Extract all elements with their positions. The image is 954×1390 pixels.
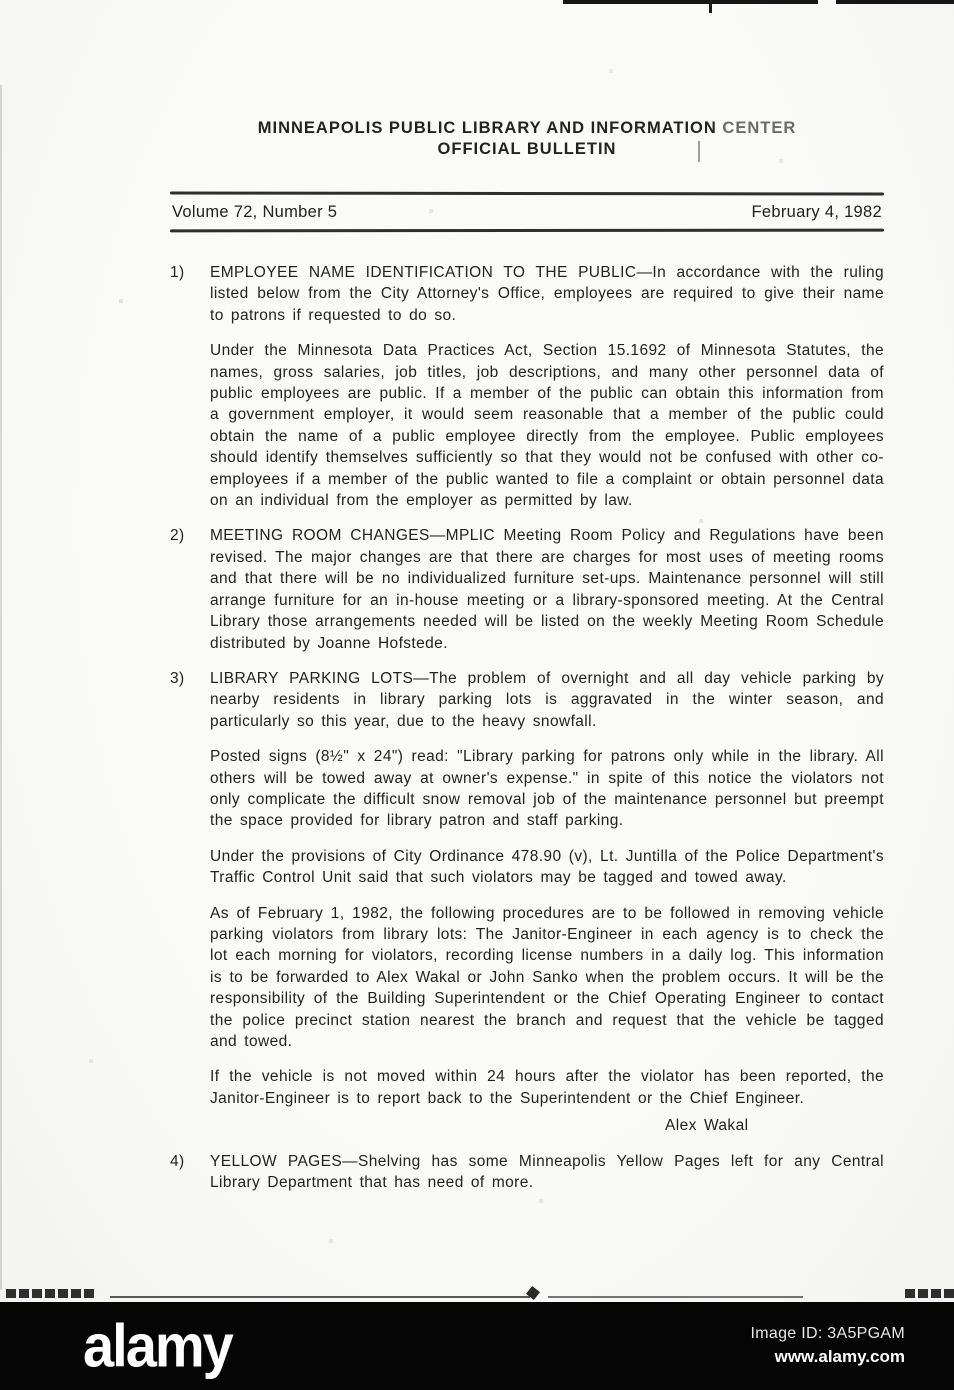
bulletin-title-text: MINNEAPOLIS PUBLIC LIBRARY AND INFORMATION [257,119,717,137]
section-yellow-pages [170,1151,884,1208]
section-meeting-room-changes [170,525,884,667]
section-employee-name-identification [170,262,884,525]
section-body [210,668,884,1151]
paragraph: YELLOW PAGES—Shelving has some Minneapolis Yellow Pages left for any Central Library Department that has need of more. [210,1152,884,1192]
sprocket-mark [944,1289,954,1298]
bulletin-title-faded-text: CENTER [722,119,797,137]
film-sprocket-strip [0,1286,954,1302]
sprocket-mark [905,1289,915,1298]
sprocket-mark [918,1289,928,1298]
scan-artifact-line [110,1296,530,1298]
paragraph: Under the provisions of City Ordinance 478.90 (v), Lt. Juntilla of the Police Department's Traffic Control Unit said that such violators may be tagged and towed away. [210,847,884,887]
sprocket-mark [71,1289,81,1298]
paragraph: If the vehicle is not moved within 24 hours after the violator has been reported, the Janitor-Engineer is to report back to the Superintendent or the Chief Engineer. [210,1068,884,1107]
paragraph: MEETING ROOM CHANGES—MPLIC Meeting Room Policy and Regulations have been revised. The major changes are that there are charges for most uses of meeting rooms and that there will be no individualized furniture set-ups. Maintenance personnel will still arrange furniture for an in-house meeting or a library-sponsored meeting. At the Central Library those arrangements needed will be listed on the weekly Meeting Room Schedule distributed by Joanne Hofstede. [210,527,884,652]
masthead-row [170,195,884,229]
signature: Alex Wakal [665,1117,749,1135]
sprocket-mark [84,1289,94,1298]
section-number: 2) [170,527,185,545]
volume-label: Volume 72, Number 5 [172,203,338,221]
paragraph: Posted signs (8½" x 24") read: "Library parking for patrons only while in the library. All others will be towed away at owner's expense." in spite of this notice the violators not only complicate the difficult snow removal job of the maintenance personnel but preempt the space provided for library patron and staff parking. [210,748,884,830]
section-body [210,525,884,667]
scan-artifact-left-edge [0,85,2,1290]
section-number: 1) [170,264,185,281]
section-body [210,1151,884,1208]
paragraph: LIBRARY PARKING LOTS—The problem of overnight and all day vehicle parking by nearby residents in library parking lots is aggravated in the winter season, and particularly so this year, due to the heavy snowfall. [210,669,884,730]
scan-noise-specks [0,0,2,2]
paragraph: EMPLOYEE NAME IDENTIFICATION TO THE PUBLIC—In accordance with the ruling listed below from the City Attorney's Office, employees are required to give their name to patrons if requested to do so. [210,264,884,324]
alamy-logo: alamy [83,1311,232,1380]
watermark-info [751,1325,906,1367]
section-library-parking-lots [170,668,884,1151]
paragraph: Under the Minnesota Data Practices Act, Section 15.1692 of Minnesota Statutes, the names, gross salaries, job titles, job descriptions, and many other personnel data of public employees are public. If a member of the public can obtain this information from a government employer, it would seem reasonable that a member of the public could obtain the name of a public employee directly from the employee. Public employees should identify themselves sufficiently so that they would not be confused with other co-employees if a member of the public wanted to file a complaint or obtain personnel data on an individual from the employer as permitted by law. [210,342,884,510]
section-number: 3) [170,669,185,687]
bulletin-title [170,118,884,139]
bulletin-subtitle: OFFICIAL BULLETIN [437,140,617,158]
date-label: February 4, 1982 [751,203,882,221]
sprocket-mark [45,1289,55,1298]
alamy-url: www.alamy.com [774,1347,905,1366]
bulletin-title-block [170,118,884,160]
watermark-bar [0,1302,954,1390]
bulletin-document [170,0,884,1207]
sprocket-mark [931,1289,941,1298]
section-body [210,262,884,525]
scan-artifact-line [548,1296,803,1298]
sprocket-mark [19,1289,29,1298]
sprocket-mark [6,1289,16,1298]
sprocket-mark [32,1289,42,1298]
bulletin-body [170,262,884,1207]
image-id-label: Image ID: 3A5PGAM [750,1325,905,1342]
sprocket-mark [58,1289,68,1298]
horizontal-rule [170,229,884,233]
section-number: 4) [170,1152,185,1170]
paragraph: As of February 1, 1982, the following procedures are to be followed in removing vehicle parking violators from library lots: The Janitor-Engineer in each agency is to check the lot each morning for violators, recording license numbers in a daily log. This information is to be forwarded to Alex Wakal or John Sanko when the problem occurs. It will be the responsibility of the Building Superintendent or the Chief Operating Engineer to contact the police precinct station nearest the branch and request that the vehicle be tagged and towed. [210,904,884,1050]
